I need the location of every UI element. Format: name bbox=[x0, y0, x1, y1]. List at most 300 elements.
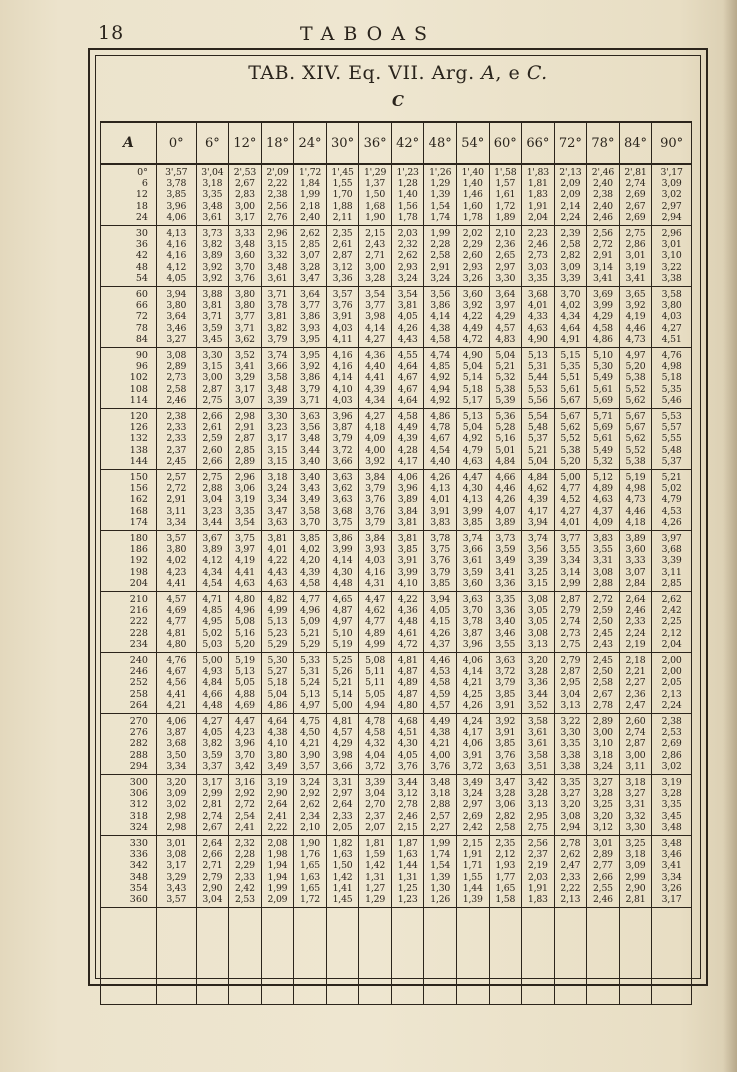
table-value: 5,08 bbox=[234, 616, 255, 628]
table-value: 3,18 bbox=[267, 471, 288, 483]
table-value: 3,01 bbox=[661, 239, 682, 251]
table-value: 5,52 bbox=[625, 383, 646, 395]
table-value: 2,64 bbox=[267, 799, 288, 811]
table-value: 3,64 bbox=[166, 311, 187, 323]
table-value: 3,73 bbox=[202, 227, 223, 239]
table-value: 2,37 bbox=[166, 444, 187, 456]
table-value: 3,83 bbox=[430, 516, 451, 528]
table-value: 4,23 bbox=[234, 727, 255, 739]
table-value: 2,71 bbox=[365, 250, 386, 262]
table-value: 4,96 bbox=[300, 605, 320, 617]
table-value: 3,70 bbox=[462, 605, 483, 617]
table-value: 2,95 bbox=[560, 677, 581, 689]
table-value: 3,95 bbox=[300, 349, 320, 361]
argument-value: 246 bbox=[129, 666, 148, 678]
table-value: 5,53 bbox=[661, 410, 682, 422]
table-value: 3,00 bbox=[234, 200, 255, 212]
table-value: 5,00 bbox=[560, 471, 581, 483]
table-value: 4,47 bbox=[234, 715, 255, 727]
table-value: 4,85 bbox=[202, 605, 223, 617]
value-cell bbox=[456, 592, 489, 653]
table-value: 2,33 bbox=[332, 810, 353, 822]
table-value: 2,21 bbox=[625, 666, 646, 678]
table-value: 4,58 bbox=[397, 410, 418, 422]
value-cell bbox=[587, 531, 620, 592]
table-value: 4,54 bbox=[430, 444, 451, 456]
table-value: 1,83 bbox=[527, 189, 548, 201]
table-value: 4,41 bbox=[234, 566, 255, 578]
value-cell bbox=[359, 409, 392, 470]
value-cell bbox=[294, 592, 327, 653]
value-cell bbox=[522, 470, 555, 531]
argument-value: 258 bbox=[129, 688, 148, 700]
value-cell bbox=[424, 226, 457, 287]
table-value: 3,81 bbox=[202, 300, 223, 312]
table-value: 2,89 bbox=[234, 455, 255, 467]
table-value: 2,45 bbox=[592, 654, 613, 666]
table-value: 4,09 bbox=[592, 516, 613, 528]
table-value: 3,29 bbox=[234, 372, 255, 384]
table-value: 3,92 bbox=[495, 715, 516, 727]
table-value: 1,72 bbox=[495, 200, 516, 212]
value-cell bbox=[261, 409, 294, 470]
table-value: 1,78 bbox=[462, 211, 483, 223]
table-value: 3,48 bbox=[202, 200, 223, 212]
table-value: 3,17 bbox=[234, 383, 255, 395]
value-cell bbox=[359, 714, 392, 775]
table-value: 3,91 bbox=[332, 311, 353, 323]
table-value: 4,93 bbox=[202, 666, 223, 678]
table-value: 4,39 bbox=[527, 494, 548, 506]
table-value: 3,32 bbox=[625, 810, 646, 822]
table-value: 5,30 bbox=[592, 361, 613, 373]
table-value: 3,13 bbox=[527, 638, 548, 650]
table-value: 3,42 bbox=[234, 760, 255, 772]
table-value: 1,50 bbox=[365, 189, 386, 201]
table-value: 3,15 bbox=[267, 239, 288, 251]
table-value: 2,75 bbox=[625, 227, 646, 239]
table-value: 2,88 bbox=[202, 483, 223, 495]
value-cell bbox=[587, 714, 620, 775]
table-value: 5,00 bbox=[202, 654, 223, 666]
table-value: 3,34 bbox=[166, 516, 187, 528]
value-cell bbox=[587, 287, 620, 348]
argument-value: 174 bbox=[129, 516, 148, 528]
value-cell bbox=[391, 592, 424, 653]
table-value: 4,15 bbox=[430, 616, 451, 628]
value-cell bbox=[554, 592, 587, 653]
value-cell bbox=[522, 775, 555, 836]
table-value: 4,14 bbox=[332, 372, 353, 384]
table-value: 3,28 bbox=[495, 788, 516, 800]
table-value: 4,86 bbox=[267, 699, 288, 711]
value-cell bbox=[424, 348, 457, 409]
table-value: 3,95 bbox=[300, 333, 320, 345]
argument-value: 228 bbox=[129, 627, 148, 639]
value-cell bbox=[554, 531, 587, 592]
table-value: 2,36 bbox=[625, 688, 646, 700]
table-value: 2,42 bbox=[462, 821, 483, 833]
table-value: 3,33 bbox=[625, 555, 646, 567]
table-value: 1,70 bbox=[332, 189, 353, 201]
table-value: 4,05 bbox=[202, 727, 223, 739]
table-value: 3,89 bbox=[625, 532, 646, 544]
table-value: 4,69 bbox=[166, 605, 187, 617]
table-value: 4,58 bbox=[365, 727, 386, 739]
table-value: 3,43 bbox=[166, 882, 187, 894]
table-value: 1',83 bbox=[526, 166, 549, 178]
value-cell bbox=[294, 714, 327, 775]
table-value: 2,69 bbox=[625, 189, 646, 201]
value-cell bbox=[261, 714, 294, 775]
table-value: 2,45 bbox=[592, 627, 613, 639]
table-value: 2,71 bbox=[202, 860, 223, 872]
table-value: 3,49 bbox=[300, 494, 320, 506]
table-value: 2,38 bbox=[166, 410, 187, 422]
table-value: 4,52 bbox=[560, 494, 581, 506]
table-value: 4,64 bbox=[560, 322, 581, 334]
table-value: 4,40 bbox=[365, 361, 386, 373]
table-value: 3,67 bbox=[202, 532, 223, 544]
blank-cell bbox=[229, 908, 262, 1005]
table-value: 3,99 bbox=[592, 300, 613, 312]
table-value: 3,44 bbox=[202, 516, 223, 528]
table-value: 3,72 bbox=[365, 760, 386, 772]
table-value: 2,69 bbox=[462, 810, 483, 822]
table-value: 3,79 bbox=[365, 483, 386, 495]
table-value: 4,10 bbox=[397, 577, 418, 589]
argument-value: 300 bbox=[129, 776, 148, 788]
argument-value: 90 bbox=[135, 349, 148, 361]
table-value: 3,69 bbox=[592, 288, 613, 300]
argument-value: 114 bbox=[129, 394, 148, 406]
table-value: 3,74 bbox=[527, 532, 548, 544]
column-header: 54° bbox=[456, 122, 489, 164]
table-value: 3,07 bbox=[234, 394, 255, 406]
table-value: 2,72 bbox=[234, 799, 255, 811]
value-cell bbox=[391, 836, 424, 908]
table-row bbox=[101, 714, 692, 775]
table-value: 3,24 bbox=[592, 760, 613, 772]
table-value: 3,46 bbox=[166, 322, 187, 334]
table-value: 4,29 bbox=[592, 311, 613, 323]
table-value: 2,87 bbox=[560, 593, 581, 605]
value-cell bbox=[587, 653, 620, 714]
argument-value: 102 bbox=[129, 372, 148, 384]
argument-cell bbox=[101, 287, 157, 348]
table-value: 3,18 bbox=[430, 788, 451, 800]
value-cell bbox=[359, 226, 392, 287]
table-value: 3,35 bbox=[560, 738, 581, 750]
table-value: 4,26 bbox=[397, 322, 418, 334]
value-cell bbox=[619, 592, 652, 653]
value-cell bbox=[156, 226, 196, 287]
table-value: 4,81 bbox=[332, 715, 353, 727]
blank-row bbox=[101, 908, 692, 1005]
value-cell bbox=[261, 531, 294, 592]
table-value: 4,97 bbox=[332, 616, 353, 628]
table-value: 5,67 bbox=[625, 422, 646, 434]
table-value: 3,48 bbox=[267, 261, 288, 273]
table-value: 3,55 bbox=[560, 544, 581, 556]
table-value: 3,83 bbox=[592, 532, 613, 544]
table-value: 4,18 bbox=[365, 422, 386, 434]
table-value: 3,25 bbox=[625, 837, 646, 849]
table-value: 5,02 bbox=[661, 483, 682, 495]
table-value: 3,85 bbox=[495, 738, 516, 750]
table-value: 4,72 bbox=[462, 333, 483, 345]
table-value: 4,16 bbox=[166, 239, 187, 251]
table-value: 1',72 bbox=[298, 166, 322, 178]
table-value: 5,09 bbox=[300, 616, 320, 628]
value-cell bbox=[326, 470, 359, 531]
table-value: 2,45 bbox=[166, 455, 187, 467]
table-value: 2,12 bbox=[661, 627, 682, 639]
table-value: 3,74 bbox=[462, 532, 483, 544]
table-value: 4,57 bbox=[430, 699, 451, 711]
table-value: 5,13 bbox=[527, 349, 548, 361]
table-value: 3,12 bbox=[592, 821, 613, 833]
table-value: 1,84 bbox=[300, 178, 320, 190]
table-value: 4,02 bbox=[300, 544, 320, 556]
value-cell bbox=[619, 653, 652, 714]
table-value: 3,70 bbox=[300, 516, 320, 528]
table-value: 3,45 bbox=[661, 810, 682, 822]
table-value: 3,30 bbox=[625, 821, 646, 833]
table-value: 2,67 bbox=[592, 688, 613, 700]
value-cell bbox=[229, 164, 262, 226]
table-value: 3,31 bbox=[592, 555, 613, 567]
table-value: 3,44 bbox=[527, 688, 548, 700]
column-header: 90° bbox=[652, 122, 692, 164]
table-value: 3,92 bbox=[365, 455, 386, 467]
table-value: 4,07 bbox=[495, 505, 516, 517]
table-value: 3,58 bbox=[300, 505, 320, 517]
table-value: 3,37 bbox=[202, 760, 223, 772]
table-title-var-a: A bbox=[481, 62, 496, 84]
table-value: 2,87 bbox=[202, 383, 223, 395]
table-value: 2,09 bbox=[560, 189, 581, 201]
table-value: 4,48 bbox=[202, 699, 223, 711]
blank-cell bbox=[359, 908, 392, 1005]
table-value: 4,72 bbox=[397, 638, 418, 650]
table-value: 3,11 bbox=[625, 760, 646, 772]
table-value: 2,77 bbox=[592, 860, 613, 872]
value-cell bbox=[391, 714, 424, 775]
table-value: 3,45 bbox=[202, 333, 223, 345]
argument-value: 282 bbox=[129, 738, 148, 750]
table-value: 2,27 bbox=[430, 821, 451, 833]
table-value: 2,66 bbox=[592, 871, 613, 883]
table-value: 1,31 bbox=[365, 871, 386, 883]
table-value: 4,74 bbox=[430, 349, 451, 361]
table-value: 5,01 bbox=[495, 444, 516, 456]
table-value: 4,29 bbox=[332, 738, 353, 750]
value-cell bbox=[554, 409, 587, 470]
table-value: 5,11 bbox=[365, 666, 386, 678]
table-row bbox=[101, 164, 692, 226]
table-value: 2,09 bbox=[560, 178, 581, 190]
value-cell bbox=[456, 348, 489, 409]
table-value: 3,79 bbox=[365, 516, 386, 528]
value-cell bbox=[424, 287, 457, 348]
table-value: 3,49 bbox=[267, 760, 288, 772]
table-value: 4,02 bbox=[166, 555, 187, 567]
table-value: 3,87 bbox=[462, 627, 483, 639]
table-value: 2,28 bbox=[430, 239, 451, 251]
header-row bbox=[101, 122, 692, 164]
table-value: 4,71 bbox=[202, 593, 223, 605]
table-value: 5,38 bbox=[625, 455, 646, 467]
value-cell bbox=[261, 592, 294, 653]
table-value: 5,46 bbox=[661, 394, 682, 406]
table-value: 5,49 bbox=[592, 372, 613, 384]
argument-cell bbox=[101, 164, 157, 226]
table-value: 2,65 bbox=[495, 250, 516, 262]
table-value: 3,96 bbox=[397, 483, 418, 495]
table-value: 2,56 bbox=[592, 227, 613, 239]
table-value: 4,38 bbox=[267, 727, 288, 739]
table-value: 4,49 bbox=[430, 715, 451, 727]
table-value: 2,64 bbox=[625, 593, 646, 605]
table-value: 3,56 bbox=[300, 422, 320, 434]
table-value: 4,89 bbox=[365, 627, 386, 639]
table-value: 3,87 bbox=[166, 727, 187, 739]
table-value: 4,58 bbox=[300, 577, 320, 589]
table-value: 3,66 bbox=[332, 455, 353, 467]
table-value: 3,92 bbox=[300, 361, 320, 373]
table-value: 4,22 bbox=[267, 555, 288, 567]
value-cell bbox=[196, 409, 229, 470]
table-value: 4,58 bbox=[592, 322, 613, 334]
table-value: 3,80 bbox=[267, 749, 288, 761]
table-value: 3,08 bbox=[166, 849, 187, 861]
table-value: 3,04 bbox=[560, 688, 581, 700]
table-value: 5,38 bbox=[495, 383, 516, 395]
table-value: 4,77 bbox=[365, 616, 386, 628]
table-value: 2,81 bbox=[625, 893, 646, 905]
value-cell bbox=[196, 348, 229, 409]
value-cell bbox=[359, 164, 392, 226]
value-cell bbox=[229, 226, 262, 287]
table-value: 2,69 bbox=[661, 738, 682, 750]
table-value: 3,20 bbox=[560, 799, 581, 811]
table-value: 3,48 bbox=[661, 821, 682, 833]
table-value: 4,14 bbox=[430, 311, 451, 323]
table-value: 3,04 bbox=[202, 893, 223, 905]
table-value: 3,48 bbox=[234, 239, 255, 251]
table-value: 2,22 bbox=[267, 178, 288, 190]
table-value: 3,64 bbox=[300, 288, 320, 300]
table-value: 3,39 bbox=[527, 555, 548, 567]
value-cell bbox=[554, 470, 587, 531]
blank-cell bbox=[391, 908, 424, 1005]
table-value: 3,58 bbox=[527, 715, 548, 727]
table-value: 3,18 bbox=[625, 849, 646, 861]
table-value: 5,13 bbox=[234, 666, 255, 678]
table-value: 4,06 bbox=[166, 211, 187, 223]
table-value: 2,97 bbox=[462, 799, 483, 811]
table-value: 3,82 bbox=[267, 322, 288, 334]
table-value: 3,86 bbox=[300, 372, 320, 384]
table-value: 1,63 bbox=[397, 849, 418, 861]
table-value: 4,97 bbox=[625, 349, 646, 361]
table-value: 4,57 bbox=[166, 593, 187, 605]
table-value: 4,48 bbox=[397, 616, 418, 628]
table-value: 4,82 bbox=[267, 593, 288, 605]
table-value: 4,21 bbox=[430, 738, 451, 750]
argument-value: 264 bbox=[129, 699, 148, 711]
table-value: 1,40 bbox=[462, 178, 483, 190]
value-cell bbox=[391, 775, 424, 836]
table-value: 4,77 bbox=[560, 483, 581, 495]
table-value: 2,24 bbox=[661, 699, 682, 711]
argument-value: 348 bbox=[129, 871, 148, 883]
table-value: 3,00 bbox=[592, 727, 613, 739]
table-value: 2,18 bbox=[300, 200, 320, 212]
argument-value: 168 bbox=[129, 505, 148, 517]
table-value: 5,67 bbox=[560, 394, 581, 406]
value-cell bbox=[619, 714, 652, 775]
table-value: 5,35 bbox=[661, 383, 682, 395]
table-value: 5,21 bbox=[332, 677, 353, 689]
blank-cell bbox=[554, 908, 587, 1005]
value-cell bbox=[587, 348, 620, 409]
table-value: 2,62 bbox=[661, 593, 682, 605]
table-value: 3,02 bbox=[661, 760, 682, 772]
table-value: 2,60 bbox=[202, 444, 223, 456]
column-header: 78° bbox=[587, 122, 620, 164]
table-value: 2,56 bbox=[267, 200, 288, 212]
table-value: 4,73 bbox=[625, 333, 646, 345]
table-value: 4,05 bbox=[166, 272, 187, 284]
table-value: 4,98 bbox=[661, 361, 682, 373]
column-header: 30° bbox=[326, 122, 359, 164]
value-cell bbox=[391, 287, 424, 348]
table-value: 3,17 bbox=[234, 211, 255, 223]
table-value: 2,32 bbox=[397, 239, 418, 251]
argument-value: 36 bbox=[135, 239, 148, 251]
table-value: 3,35 bbox=[527, 272, 548, 284]
argument-value: 354 bbox=[129, 882, 148, 894]
table-value: 1',40 bbox=[461, 166, 484, 178]
table-value: 3,60 bbox=[625, 544, 646, 556]
table-value: 3,34 bbox=[267, 494, 288, 506]
table-value: 4,84 bbox=[527, 471, 548, 483]
table-value: 3,49 bbox=[495, 555, 516, 567]
table-value: 3,61 bbox=[527, 727, 548, 739]
table-value: 3',17 bbox=[660, 166, 683, 178]
table-value: 3,79 bbox=[267, 333, 288, 345]
table-value: 3,85 bbox=[397, 544, 418, 556]
table-value: 4,46 bbox=[430, 654, 451, 666]
table-value: 1,58 bbox=[495, 893, 516, 905]
table-value: 3,79 bbox=[332, 433, 353, 445]
table-value: 4,21 bbox=[300, 738, 320, 750]
argument-value: 6 bbox=[141, 178, 148, 190]
table-value: 3,20 bbox=[166, 776, 187, 788]
table-value: 2,08 bbox=[267, 837, 288, 849]
table-value: 2,96 bbox=[267, 227, 288, 239]
table-value: 3,26 bbox=[661, 882, 682, 894]
table-value: 3,00 bbox=[202, 372, 223, 384]
table-value: 5,05 bbox=[365, 688, 386, 700]
table-value: 4,89 bbox=[592, 483, 613, 495]
blank-cell bbox=[522, 908, 555, 1005]
table-value: 2,70 bbox=[365, 799, 386, 811]
table-value: 3,10 bbox=[661, 250, 682, 262]
table-value: 2,62 bbox=[300, 227, 320, 239]
